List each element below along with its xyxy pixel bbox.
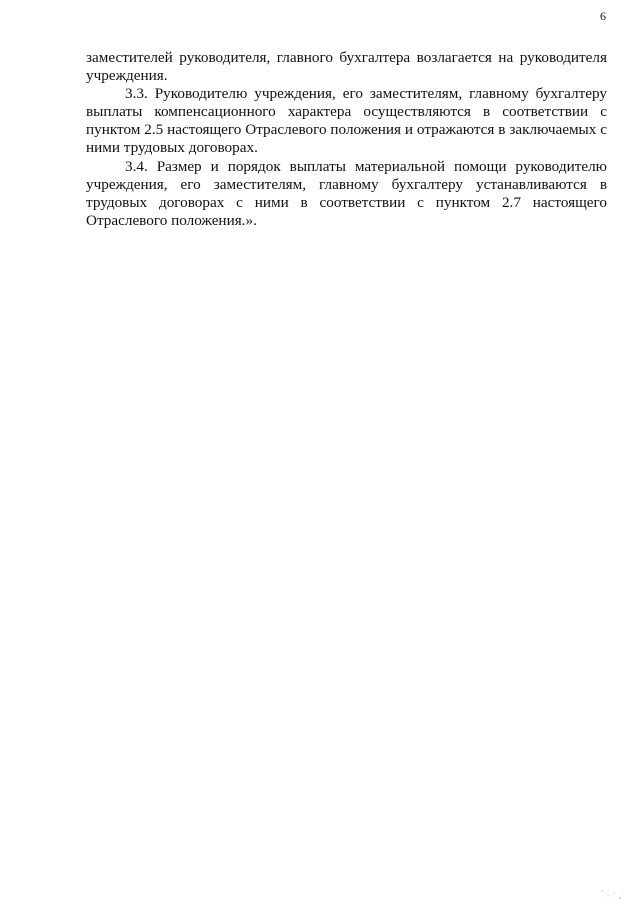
paragraph-continuation: заместителей руководителя, главного бухгалтера возлагается на руководителя учреждения. bbox=[86, 49, 607, 85]
page-number: 6 bbox=[600, 9, 606, 23]
paragraph-3-4: 3.4. Размер и порядок выплаты материальной помощи руководителю учреждения, его заместителям, главному бухгалтеру устанавливаются в трудовых договорах с ними в соответствии с пунктом 2.7 настоящего Отраслевого положения.». bbox=[86, 157, 607, 229]
paragraph-3-3: 3.3. Руководителю учреждения, его заместителям, главному бухгалтеру выплаты компенсационного характера осуществляются в соответствии с пунктом 2.5 настоящего Отраслевого положения и отражаются в заключаемых с ними трудовых договорах. bbox=[86, 85, 607, 157]
scan-artifact-marks bbox=[596, 887, 626, 901]
document-body bbox=[86, 49, 607, 230]
